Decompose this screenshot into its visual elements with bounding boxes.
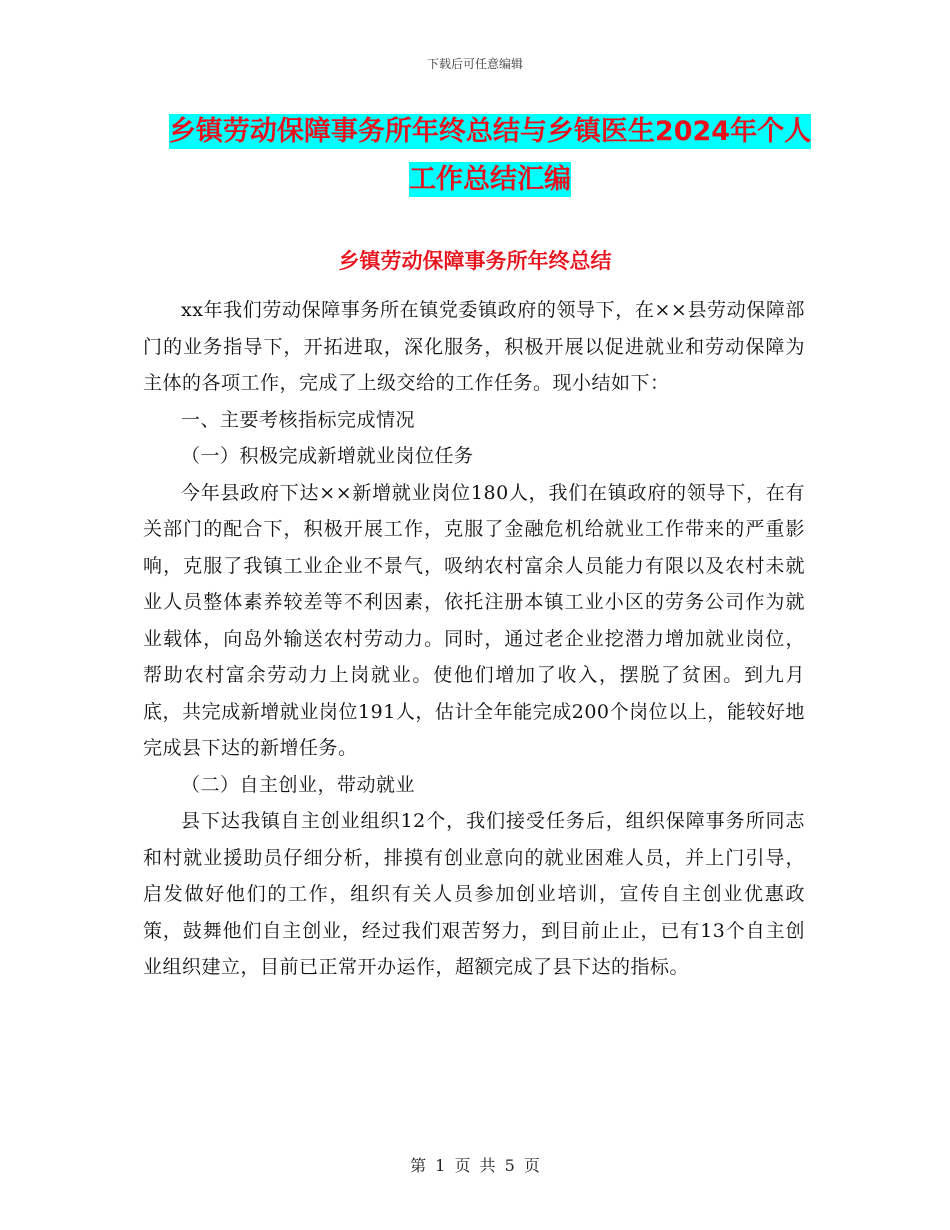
paragraph-intro: xx年我们劳动保障事务所在镇党委镇政府的领导下，在××县劳动保障部门的业务指导下，开拓进取，深化服务，积极开展以促进就业和劳动保障为主体的各项工作，完成了上级交给的工作任务。现小结如下： xyxy=(143,299,805,394)
subheading-2: （二）自主创业，带动就业 xyxy=(181,773,416,796)
title-line-1: 乡镇劳动保障事务所年终总结与乡镇医生2024年个人 xyxy=(168,116,812,147)
page-footer: 第 1 页 共 5 页 xyxy=(410,1156,540,1175)
header-note: 下载后可任意编辑 xyxy=(426,57,523,71)
paragraph-entrepreneurship: 县下达我镇自主创业组织12个，我们接受任务后，组织保障事务所同志和村就业援助员仔细分析，排摸有创业意向的就业困难人员，并上门引导，启发做好他们的工作，组织有关人员参加创业培训，宣传自主创业优惠政策，鼓舞他们自主创业，经过我们艰苦努力，到目前止止，已有13个自主创业组织建立，目前已正常开办运作，超额完成了县下达的指标。 xyxy=(143,810,805,978)
title-line-2: 工作总结汇编 xyxy=(409,164,571,195)
heading-1: 一、主要考核指标完成情况 xyxy=(181,408,416,431)
document-body xyxy=(143,292,805,986)
document-title xyxy=(140,108,840,204)
subheading-1: （一）积极完成新增就业岗位任务 xyxy=(181,445,474,467)
paragraph-employment: 今年县政府下达××新增就业岗位180人，我们在镇政府的领导下，在有关部门的配合下，积极开展工作，克服了金融危机给就业工作带来的严重影响，克服了我镇工业企业不景气，吸纳农村富余人员能力有限以及农村未就业人员整体素养较差等不利因素，依托注册本镇工业小区的劳务公司作为就业载体，向岛外输送农村劳动力。同时，通过老企业挖潜力增加就业岗位，帮助农村富余劳动力上岗就业。使他们增加了收入，摆脱了贫困。到九月底，共完成新增就业岗位191人，估计全年能完成200个岗位以上，能较好地完成县下达的新增任务。 xyxy=(143,481,805,759)
section-title: 乡镇劳动保障事务所年终总结 xyxy=(338,249,612,273)
